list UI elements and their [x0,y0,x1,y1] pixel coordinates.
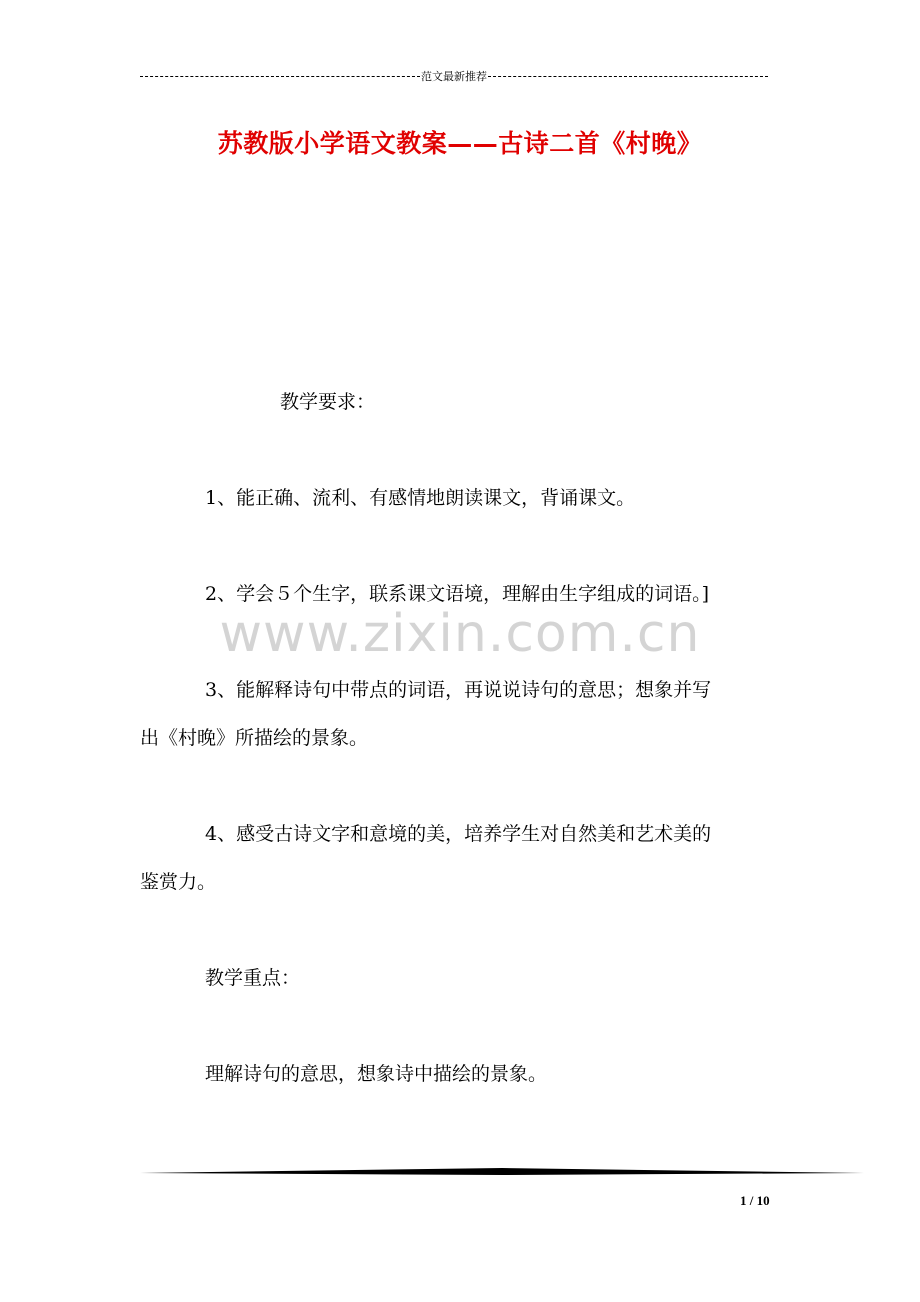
watermark: www.zixin.com.cn [219,604,701,664]
section-heading-key-points: 教学重点： [205,967,301,989]
document-title: 苏教版小学语文教案——古诗二首《村晚》 [217,129,703,158]
requirement-item-3-line-1: 3、能解释诗句中带点的词语，再说说诗句的意思；想象并写 [205,679,712,701]
requirement-item-4-line-1: 4、感受古诗文字和意境的美，培养学生对自然美和艺术美的 [205,823,712,845]
header-dash-left [140,76,420,77]
requirement-item-2: 2、学会５个生字，联系课文语境，理解由生字组成的词语。] [205,583,710,605]
requirement-item-3-line-2: 出《村晚》所描绘的景象。 [140,727,369,749]
key-point-item: 理解诗句的意思，想象诗中描绘的景象。 [205,1063,548,1085]
page-number: 1 / 10 [740,1193,770,1208]
header-label: 范文最新推荐 [421,70,487,83]
header-dash-right [488,76,768,77]
requirement-item-4-line-2: 鉴赏力。 [140,871,217,893]
page-header [140,68,768,84]
requirement-item-1: 1、能正确、流利、有感情地朗读课文，背诵课文。 [205,487,636,509]
footer-rule [140,1166,864,1176]
section-heading-requirements: 教学要求： [280,391,376,413]
